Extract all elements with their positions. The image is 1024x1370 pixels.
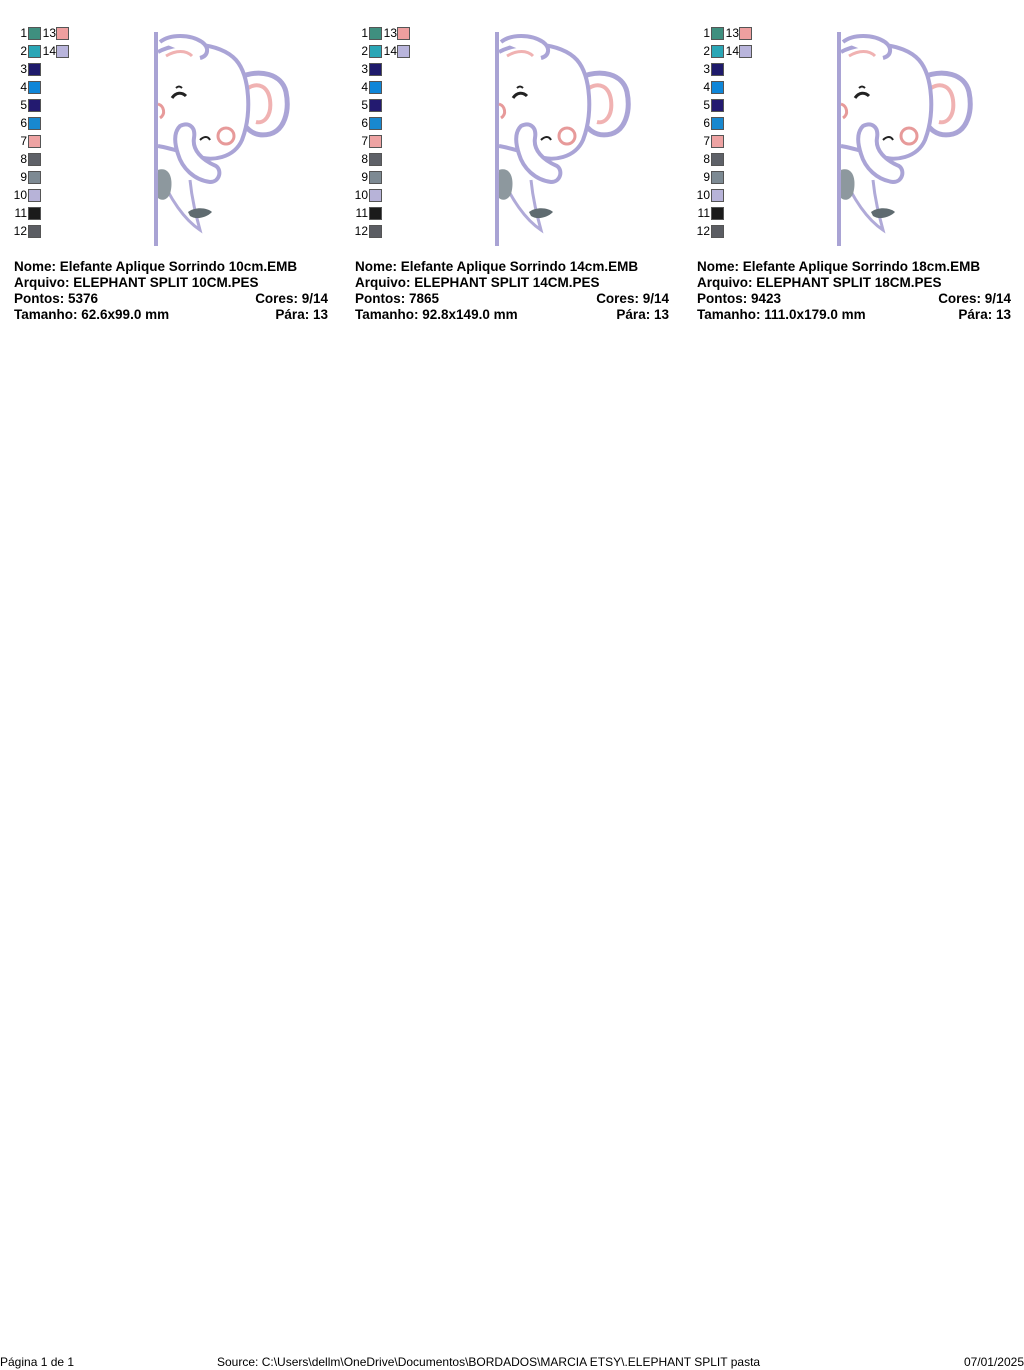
thread-number: 6: [20, 116, 27, 130]
thread-number: 14: [383, 44, 397, 58]
thread-swatch: [711, 207, 724, 220]
thread-swatch: [369, 171, 382, 184]
thread-swatch: [28, 27, 41, 40]
arquivo-line: [355, 275, 669, 291]
thread-swatch: [56, 45, 69, 58]
thread-swatch: [739, 45, 752, 58]
palette-row: [0, 206, 41, 220]
elephant-applique-image: [471, 30, 631, 248]
nome-line: [355, 259, 669, 275]
arquivo-label: Arquivo:: [355, 275, 411, 290]
thread-number: 10: [696, 188, 710, 202]
thread-number: 10: [354, 188, 368, 202]
palette-row: [341, 188, 382, 202]
cores-label: Cores:: [596, 291, 639, 306]
thread-number: 14: [42, 44, 56, 58]
tamanho: 111.0x179.0 mm: [764, 307, 866, 322]
palette-row: [683, 188, 724, 202]
thread-number: 11: [355, 206, 368, 220]
palette-row: [0, 134, 41, 148]
thread-number: 3: [20, 62, 27, 76]
design-info: [697, 259, 1011, 323]
thread-swatch: [369, 153, 382, 166]
para: 13: [653, 307, 669, 322]
thread-swatch: [369, 81, 382, 94]
thread-swatch: [28, 63, 41, 76]
design-card: [341, 26, 671, 326]
cores: 9/14: [301, 291, 328, 306]
design-info: [355, 259, 669, 323]
palette-row: [683, 26, 752, 40]
thread-number: 7: [361, 134, 368, 148]
thread-swatch: [56, 27, 69, 40]
palette-row: [341, 98, 382, 112]
palette-row: [683, 98, 724, 112]
thread-swatch: [28, 189, 41, 202]
thread-swatch: [369, 135, 382, 148]
arquivo: ELEPHANT SPLIT 14CM.PES: [414, 275, 600, 290]
thread-swatch: [711, 63, 724, 76]
thread-number: 7: [703, 134, 710, 148]
para: 13: [312, 307, 328, 322]
nome-label: Nome:: [355, 259, 398, 274]
thread-swatch: [28, 225, 41, 238]
palette-row: [0, 98, 41, 112]
thread-number: 1: [703, 26, 710, 40]
palette-row: [341, 224, 382, 238]
thread-number: 13: [725, 26, 739, 40]
thread-number: 2: [20, 44, 27, 58]
tamanho-para-line: [14, 307, 328, 323]
thread-swatch: [369, 117, 382, 130]
nome-line: [697, 259, 1011, 275]
design-card: [683, 26, 1013, 326]
tamanho-label: Tamanho:: [14, 307, 78, 322]
thread-number: 1: [361, 26, 368, 40]
palette-row: [0, 44, 69, 58]
cores-label: Cores:: [255, 291, 298, 306]
arquivo-line: [697, 275, 1011, 291]
thread-number: 13: [383, 26, 397, 40]
palette-row: [0, 188, 41, 202]
pontos: 7865: [409, 291, 440, 306]
thread-swatch: [711, 117, 724, 130]
palette-row: [0, 116, 41, 130]
thread-number: 4: [361, 80, 368, 94]
thread-number: 7: [20, 134, 27, 148]
thread-number: 12: [354, 224, 368, 238]
thread-swatch: [397, 45, 410, 58]
palette-row: [683, 62, 724, 76]
thread-swatch: [28, 153, 41, 166]
thread-number: 13: [42, 26, 56, 40]
thread-swatch: [711, 99, 724, 112]
thread-swatch: [711, 171, 724, 184]
thread-swatch: [369, 99, 382, 112]
thread-number: 8: [703, 152, 710, 166]
thread-swatch: [369, 207, 382, 220]
thread-swatch: [711, 45, 724, 58]
tamanho: 92.8x149.0 mm: [422, 307, 518, 322]
palette-row: [341, 116, 382, 130]
palette-row: [0, 224, 41, 238]
palette-row: [683, 170, 724, 184]
tamanho-para-line: [697, 307, 1011, 323]
thread-swatch: [369, 27, 382, 40]
nome-line: [14, 259, 328, 275]
para-label: Pára:: [958, 307, 993, 322]
para: 13: [995, 307, 1011, 322]
palette-row: [341, 152, 382, 166]
pontos-cores-line: [14, 291, 328, 307]
thread-swatch: [369, 225, 382, 238]
thread-number: 6: [361, 116, 368, 130]
palette-row: [683, 80, 724, 94]
thread-swatch: [711, 27, 724, 40]
thread-number: 12: [13, 224, 27, 238]
pontos: 5376: [68, 291, 99, 306]
nome: Elefante Aplique Sorrindo 10cm.EMB: [59, 259, 298, 274]
thread-swatch: [369, 189, 382, 202]
palette-row: [0, 80, 41, 94]
thread-swatch: [28, 99, 41, 112]
para-label: Pára:: [275, 307, 310, 322]
thread-swatch: [711, 135, 724, 148]
arquivo-line: [14, 275, 328, 291]
thread-number: 2: [361, 44, 368, 58]
palette-row: [341, 170, 382, 184]
thread-swatch: [28, 117, 41, 130]
tamanho: 62.6x99.0 mm: [81, 307, 170, 322]
palette-row: [683, 224, 724, 238]
thread-swatch: [28, 135, 41, 148]
thread-swatch: [397, 27, 410, 40]
para-label: Pára:: [616, 307, 651, 322]
thread-number: 9: [361, 170, 368, 184]
thread-number: 9: [20, 170, 27, 184]
thread-swatch: [711, 189, 724, 202]
thread-number: 4: [20, 80, 27, 94]
thread-swatch: [711, 153, 724, 166]
tamanho-para-line: [355, 307, 669, 323]
palette-row: [341, 206, 382, 220]
embroidery-preview: [471, 30, 631, 248]
thread-swatch: [28, 207, 41, 220]
cores: 9/14: [642, 291, 669, 306]
palette-row: [341, 134, 382, 148]
thread-swatch: [369, 63, 382, 76]
palette-row: [0, 62, 41, 76]
thread-number: 8: [361, 152, 368, 166]
thread-number: 11: [697, 206, 710, 220]
palette-row: [683, 134, 724, 148]
palette-row: [683, 116, 724, 130]
thread-number: 6: [703, 116, 710, 130]
thread-number: 4: [703, 80, 710, 94]
thread-number: 5: [703, 98, 710, 112]
nome-label: Nome:: [14, 259, 57, 274]
palette-row: [341, 26, 410, 40]
elephant-applique-image: [813, 30, 973, 248]
tamanho-label: Tamanho:: [697, 307, 761, 322]
arquivo: ELEPHANT SPLIT 18CM.PES: [756, 275, 942, 290]
thread-swatch: [28, 171, 41, 184]
source-path: Source: C:\Users\dellm\OneDrive\Documentos\BORDADOS\MARCIA ETSY\.ELEPHANT SPLIT pasta: [217, 1355, 761, 1369]
palette-row: [0, 170, 41, 184]
thread-swatch: [711, 81, 724, 94]
thread-swatch: [739, 27, 752, 40]
elephant-applique-image: [130, 30, 290, 248]
thread-number: 10: [13, 188, 27, 202]
palette-row: [683, 44, 752, 58]
nome: Elefante Aplique Sorrindo 18cm.EMB: [742, 259, 981, 274]
arquivo-label: Arquivo:: [697, 275, 753, 290]
palette-row: [0, 26, 69, 40]
thread-number: 14: [725, 44, 739, 58]
thread-number: 2: [703, 44, 710, 58]
cores-label: Cores:: [938, 291, 981, 306]
palette-row: [341, 62, 382, 76]
thread-swatch: [28, 45, 41, 58]
palette-row: [341, 80, 382, 94]
thread-swatch: [711, 225, 724, 238]
cores: 9/14: [984, 291, 1011, 306]
thread-number: 5: [20, 98, 27, 112]
pontos-label: Pontos:: [14, 291, 65, 306]
tamanho-label: Tamanho:: [355, 307, 419, 322]
arquivo: ELEPHANT SPLIT 10CM.PES: [73, 275, 259, 290]
nome: Elefante Aplique Sorrindo 14cm.EMB: [400, 259, 639, 274]
embroidery-preview: [130, 30, 290, 248]
design-card: [0, 26, 330, 326]
thread-number: 8: [20, 152, 27, 166]
pontos-cores-line: [355, 291, 669, 307]
pontos-cores-line: [697, 291, 1011, 307]
pontos-label: Pontos:: [697, 291, 748, 306]
page-number: Página 1 de 1: [0, 1355, 75, 1369]
nome-label: Nome:: [697, 259, 740, 274]
embroidery-preview: [813, 30, 973, 248]
thread-number: 3: [703, 62, 710, 76]
palette-row: [683, 152, 724, 166]
thread-swatch: [28, 81, 41, 94]
arquivo-label: Arquivo:: [14, 275, 70, 290]
thread-number: 9: [703, 170, 710, 184]
thread-swatch: [369, 45, 382, 58]
thread-number: 12: [696, 224, 710, 238]
thread-number: 1: [20, 26, 27, 40]
thread-number: 3: [361, 62, 368, 76]
palette-row: [341, 44, 410, 58]
palette-row: [683, 206, 724, 220]
pontos-label: Pontos:: [355, 291, 406, 306]
thread-number: 5: [361, 98, 368, 112]
palette-row: [0, 152, 41, 166]
pontos: 9423: [751, 291, 782, 306]
print-date: 07/01/2025: [963, 1355, 1024, 1369]
thread-number: 11: [14, 206, 27, 220]
design-info: [14, 259, 328, 323]
